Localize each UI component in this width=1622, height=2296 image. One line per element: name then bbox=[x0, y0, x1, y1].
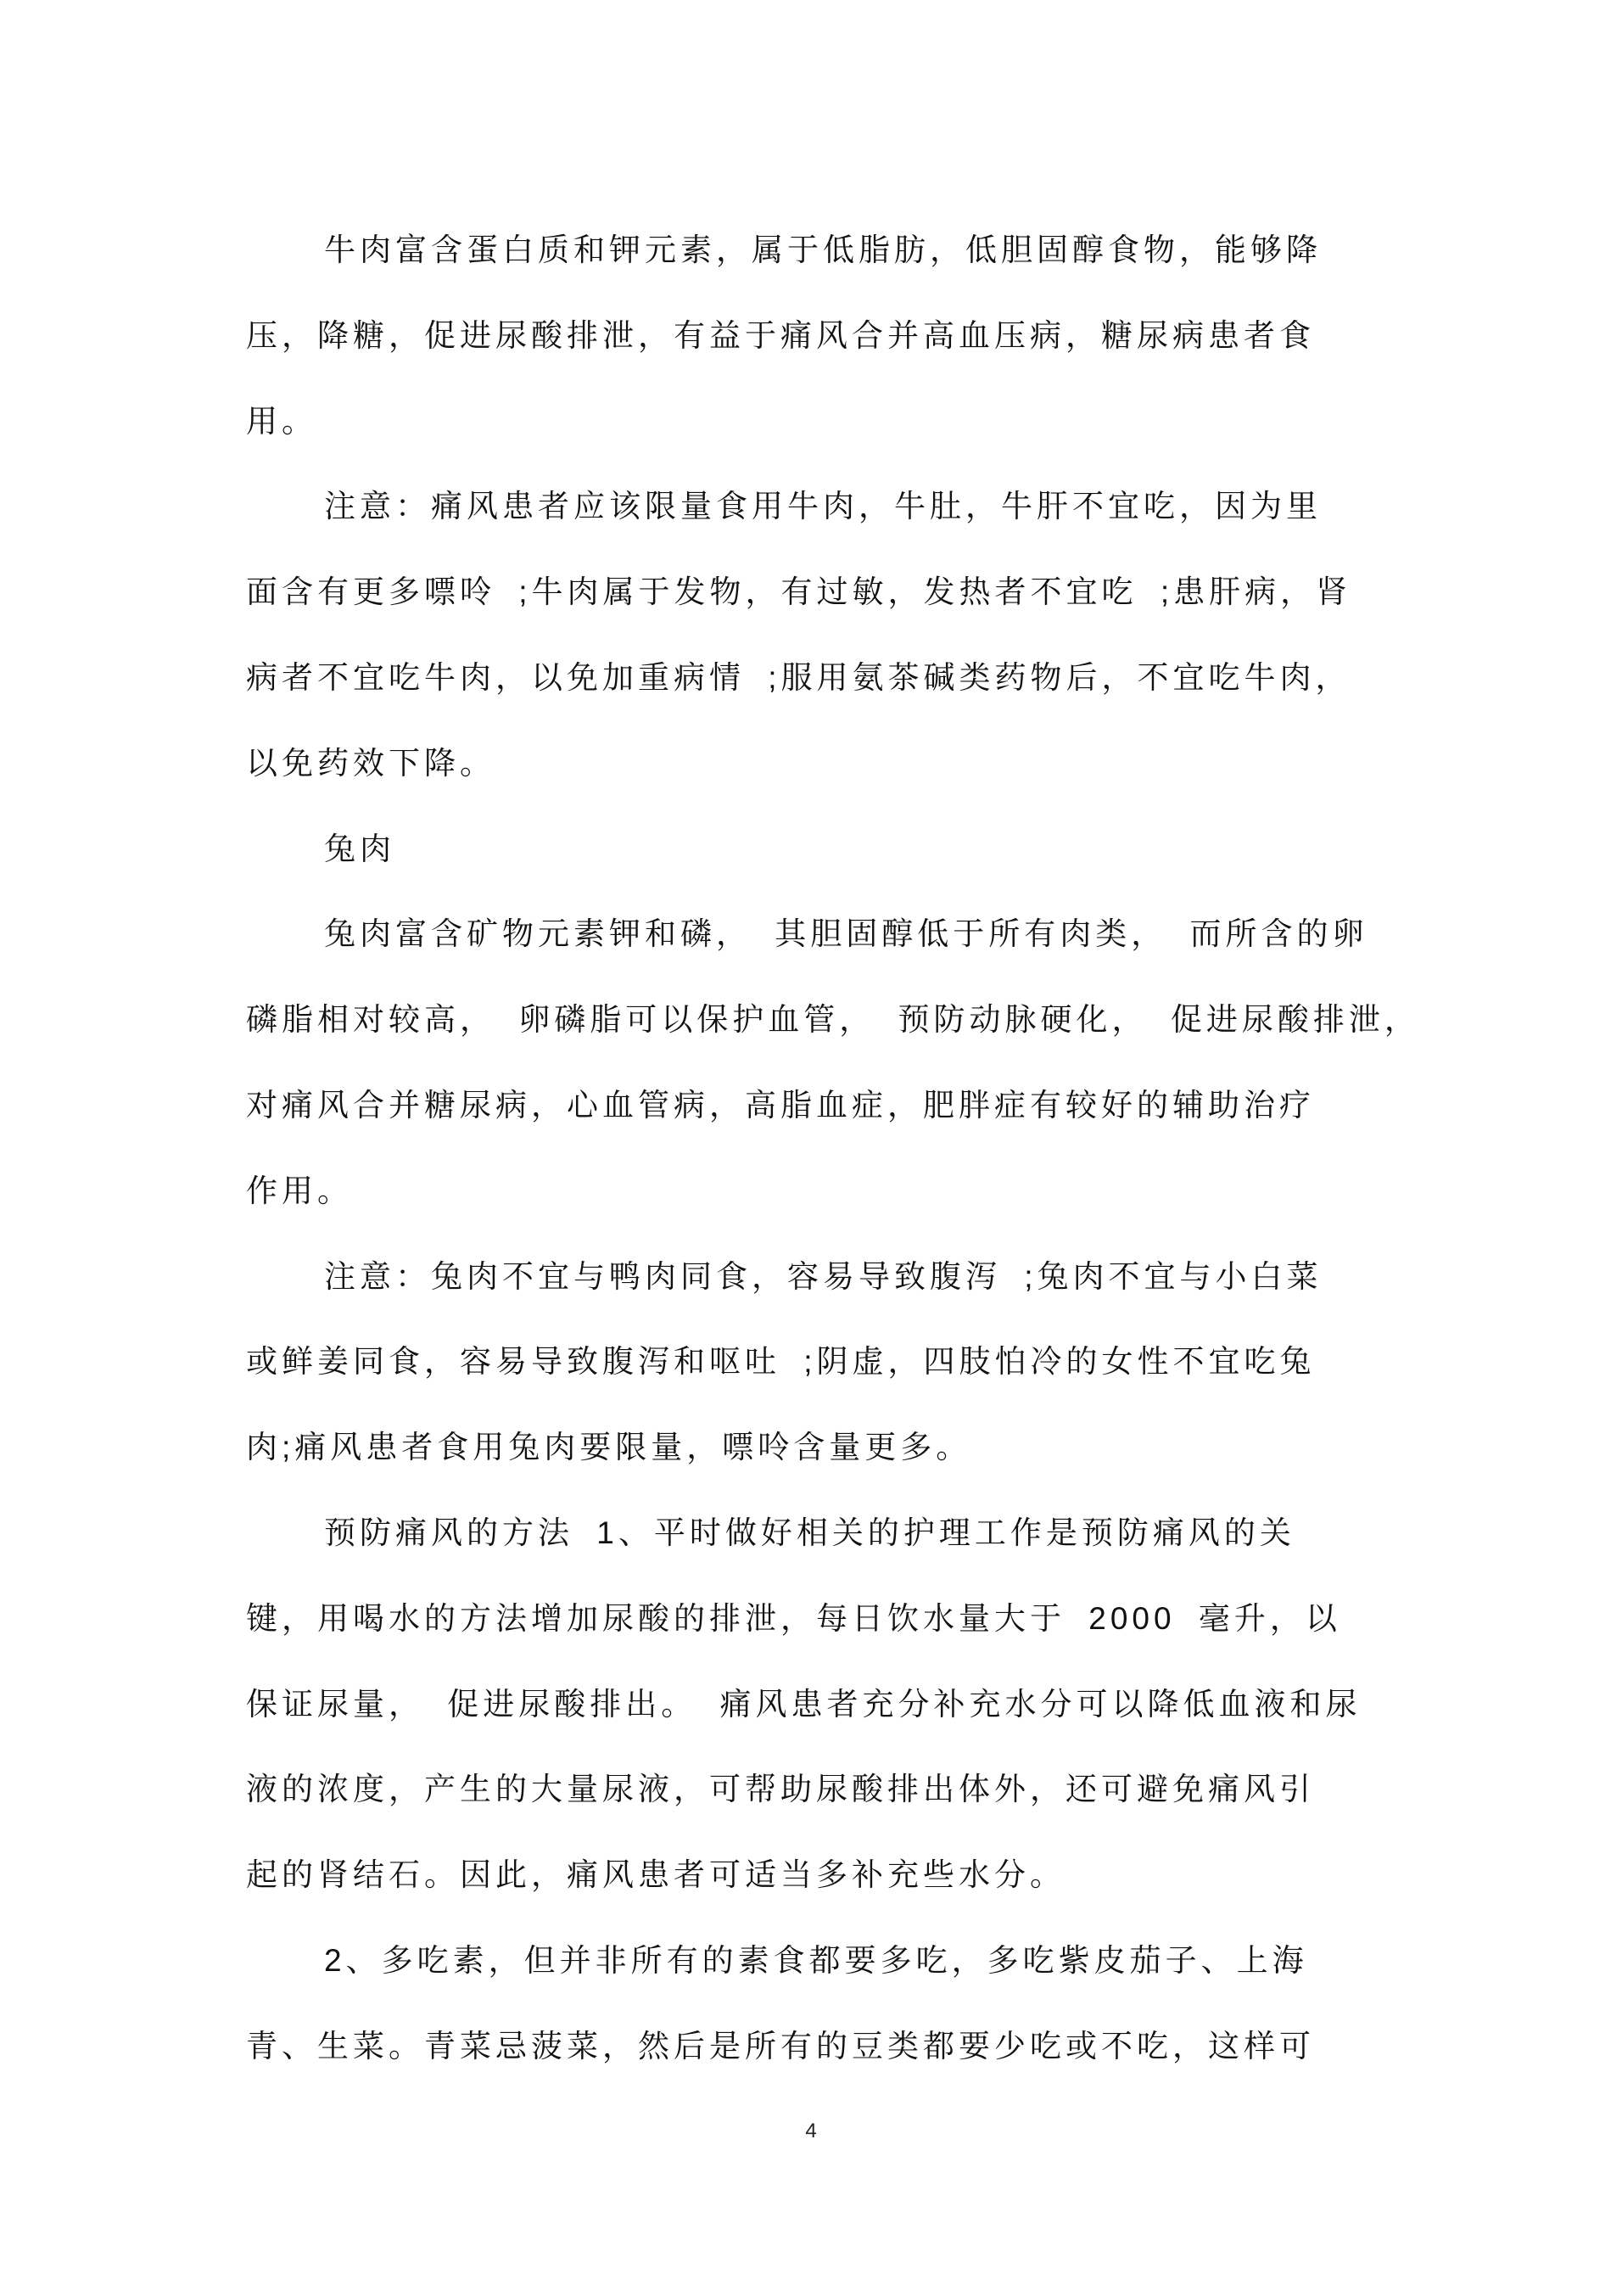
text-line: 液的浓度，产生的大量尿液，可帮助尿酸排出体外，还可避免痛风引 bbox=[246, 1772, 1315, 1807]
page-number: 4 bbox=[805, 2120, 817, 2142]
text-line: 2、多吃素，但并非所有的素食都要多吃，多吃紫皮茄子、上海 bbox=[324, 1942, 1308, 1978]
paragraph-gout-prevention-1 bbox=[246, 1491, 1434, 1918]
text-line: 青、生菜。青菜忌菠菜，然后是所有的豆类都要少吃或不吃，这样可 bbox=[246, 2028, 1315, 2064]
text-line: 压，降糖，促进尿酸排泄，有益于痛风合并高血压病，糖尿病患者食 bbox=[246, 317, 1315, 353]
text-line: 以免药效下降。 bbox=[246, 745, 495, 781]
text-line: 作用。 bbox=[246, 1173, 353, 1208]
text-line: 注意：兔肉不宜与鸭肉同食，容易导致腹泻 ;兔肉不宜与小白菜 bbox=[324, 1258, 1323, 1294]
paragraph-rabbit-caution bbox=[246, 1235, 1434, 1491]
body-text bbox=[246, 208, 1434, 2090]
paragraph-beef-benefits bbox=[246, 208, 1434, 464]
text-line: 磷脂相对较高， 卵磷脂可以保护血管， 预防动脉硬化， 促进尿酸排泄， bbox=[246, 1002, 1420, 1038]
paragraph-rabbit-benefits bbox=[246, 892, 1434, 1234]
section-heading: 兔肉 bbox=[324, 831, 395, 866]
text-line: 预防痛风的方法 1、平时做好相关的护理工作是预防痛风的关 bbox=[324, 1515, 1295, 1550]
section-heading-rabbit bbox=[246, 807, 1434, 893]
text-line: 用。 bbox=[246, 403, 317, 439]
text-line: 肉;痛风患者食用兔肉要限量，嘌呤含量更多。 bbox=[246, 1430, 972, 1465]
text-line: 或鲜姜同食，容易导致腹泻和呕吐 ;阴虚，四肢怕冷的女性不宜吃兔 bbox=[246, 1344, 1316, 1380]
text-line: 兔肉富含矿物元素钾和磷， 其胆固醇低于所有肉类， 而所含的卵 bbox=[324, 916, 1368, 952]
text-line: 保证尿量， 促进尿酸排出。 痛风患者充分补充水分可以降低血液和尿 bbox=[246, 1686, 1362, 1722]
text-line: 对痛风合并糖尿病，心血管病，高脂血症，肥胖症有较好的辅助治疗 bbox=[246, 1087, 1315, 1123]
text-line: 病者不宜吃牛肉，以免加重病情 ;服用氨茶碱类药物后，不宜吃牛肉， bbox=[246, 659, 1351, 695]
text-line: 注意：痛风患者应该限量食用牛肉，牛肚，牛肝不宜吃，因为里 bbox=[324, 489, 1322, 524]
paragraph-gout-prevention-2 bbox=[246, 1918, 1434, 2090]
text-line: 面含有更多嘌呤 ;牛肉属于发物，有过敏，发热者不宜吃 ;患肝病，肾 bbox=[246, 574, 1352, 610]
text-line: 起的肾结石。因此，痛风患者可适当多补充些水分。 bbox=[246, 1857, 1065, 1893]
paragraph-beef-caution bbox=[246, 464, 1434, 806]
text-line: 牛肉富含蛋白质和钾元素，属于低脂肪，低胆固醇食物，能够降 bbox=[324, 232, 1322, 267]
text-line: 键，用喝水的方法增加尿酸的排泄，每日饮水量大于 2000 毫升，以 bbox=[246, 1600, 1341, 1636]
